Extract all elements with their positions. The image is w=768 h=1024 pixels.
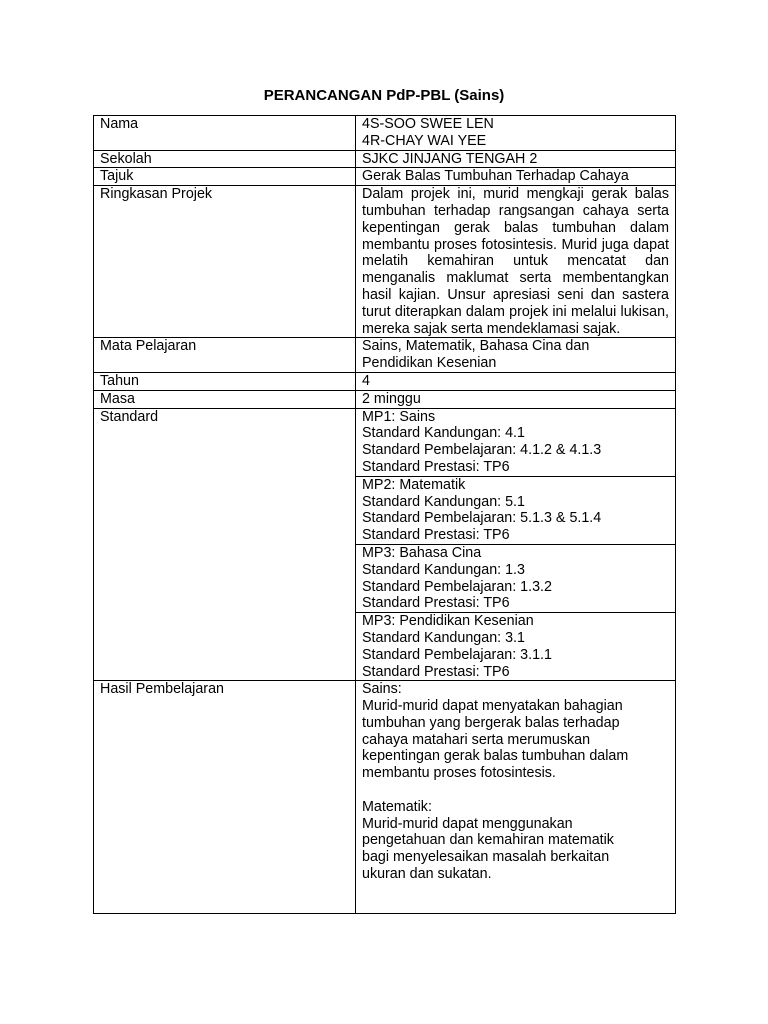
value-sekolah: SJKC JINJANG TENGAH 2	[356, 150, 676, 168]
label-nama: Nama	[94, 116, 356, 151]
hasil-sains-line: kepentingan gerak balas tumbuhan dalam	[362, 748, 629, 765]
standard-block-sains	[362, 409, 669, 476]
row-hasil-pembelajaran	[94, 681, 676, 914]
standard-subject: MP3: Pendidikan Kesenian	[362, 613, 534, 630]
document-title: PERANCANGAN PdP-PBL (Sains)	[263, 87, 505, 104]
label-hasil-pembelajaran: Hasil Pembelajaran	[94, 681, 356, 914]
row-masa	[94, 390, 676, 408]
hasil-matematik-line: ukuran dan sukatan.	[362, 866, 492, 883]
mata-pelajaran-line: Pendidikan Kesenian	[362, 355, 497, 372]
value-hasil-pembelajaran	[356, 681, 676, 914]
hasil-sains-line: Murid-murid dapat menyatakan bahagian	[362, 698, 623, 715]
label-mata-pelajaran: Mata Pelajaran	[94, 338, 356, 373]
label-standard: Standard	[94, 408, 356, 681]
standard-kandungan: Standard Kandungan: 1.3	[362, 561, 525, 578]
label-ringkasan: Ringkasan Projek	[94, 186, 356, 338]
label-masa: Masa	[94, 390, 356, 408]
value-tajuk: Gerak Balas Tumbuhan Terhadap Cahaya	[356, 168, 676, 186]
standard-prestasi: Standard Prestasi: TP6	[362, 458, 510, 475]
hasil-matematik-heading: Matematik:	[362, 798, 432, 815]
standard-kandungan: Standard Kandungan: 5.1	[362, 493, 525, 510]
standard-pembelajaran: Standard Pembelajaran: 5.1.3 & 5.1.4	[362, 510, 602, 527]
row-standard	[94, 408, 676, 681]
value-masa: 2 minggu	[356, 390, 676, 408]
hasil-matematik-line: pengetahuan dan kemahiran matematik	[362, 832, 614, 849]
nama-line: 4S-SOO SWEE LEN	[362, 116, 494, 132]
label-tajuk: Tajuk	[94, 168, 356, 186]
row-mata-pelajaran	[94, 338, 676, 373]
label-sekolah: Sekolah	[94, 150, 356, 168]
row-nama	[94, 116, 676, 151]
value-mata-pelajaran	[356, 338, 676, 373]
standard-pembelajaran: Standard Pembelajaran: 4.1.2 & 4.1.3	[362, 442, 602, 459]
hasil-matematik-line: Murid-murid dapat menggunakan	[362, 815, 573, 832]
standard-pembelajaran: Standard Pembelajaran: 3.1.1	[362, 646, 552, 663]
planning-table	[93, 115, 676, 914]
standard-subject: MP1: Sains	[362, 408, 436, 425]
standard-subject: MP3: Bahasa Cina	[362, 544, 482, 561]
row-ringkasan	[94, 186, 676, 338]
nama-line: 4R-CHAY WAI YEE	[362, 132, 487, 149]
label-tahun: Tahun	[94, 372, 356, 390]
hasil-sains-line: tumbuhan yang bergerak balas terhadap	[362, 714, 620, 731]
mata-pelajaran-line: Sains, Matematik, Bahasa Cina dan	[362, 338, 590, 355]
row-tahun	[94, 372, 676, 390]
standard-prestasi: Standard Prestasi: TP6	[362, 663, 510, 680]
value-ringkasan: Dalam projek ini, murid mengkaji gerak balas tumbuhan terhadap rangsangan cahaya serta kepentingan gerak balas tumbuhan dalam membantu proses fotosintesis. Murid juga dapat melatih kemahiran untuk mencatat dan menganalis maklumat serta membentangkan hasil kajian. Unsur apresiasi seni dan sastera turut diterapkan dalam projek ini melalui lukisan, mereka sajak serta mendeklamasi sajak.	[356, 186, 676, 338]
hasil-sains-line: cahaya matahari serta merumuskan	[362, 731, 591, 748]
standard-kandungan: Standard Kandungan: 3.1	[362, 629, 525, 646]
standard-block-pendidikan-kesenian	[356, 612, 675, 680]
value-nama	[356, 116, 676, 151]
standard-pembelajaran: Standard Pembelajaran: 1.3.2	[362, 578, 552, 595]
standard-kandungan: Standard Kandungan: 4.1	[362, 425, 525, 442]
hasil-sains-heading: Sains:	[362, 681, 402, 698]
value-tahun: 4	[356, 372, 676, 390]
hasil-matematik-line: bagi menyelesaikan masalah berkaitan	[362, 849, 610, 866]
paragraph-gap	[362, 782, 669, 799]
value-standard	[356, 408, 676, 681]
standard-subject: MP2: Matematik	[362, 476, 466, 493]
standard-prestasi: Standard Prestasi: TP6	[362, 595, 510, 612]
standard-block-matematik	[356, 476, 675, 544]
standard-block-bahasa-cina	[356, 544, 675, 612]
hasil-sains-line: membantu proses fotosintesis.	[362, 765, 556, 782]
row-sekolah	[94, 150, 676, 168]
standard-prestasi: Standard Prestasi: TP6	[362, 527, 510, 544]
row-tajuk	[94, 168, 676, 186]
